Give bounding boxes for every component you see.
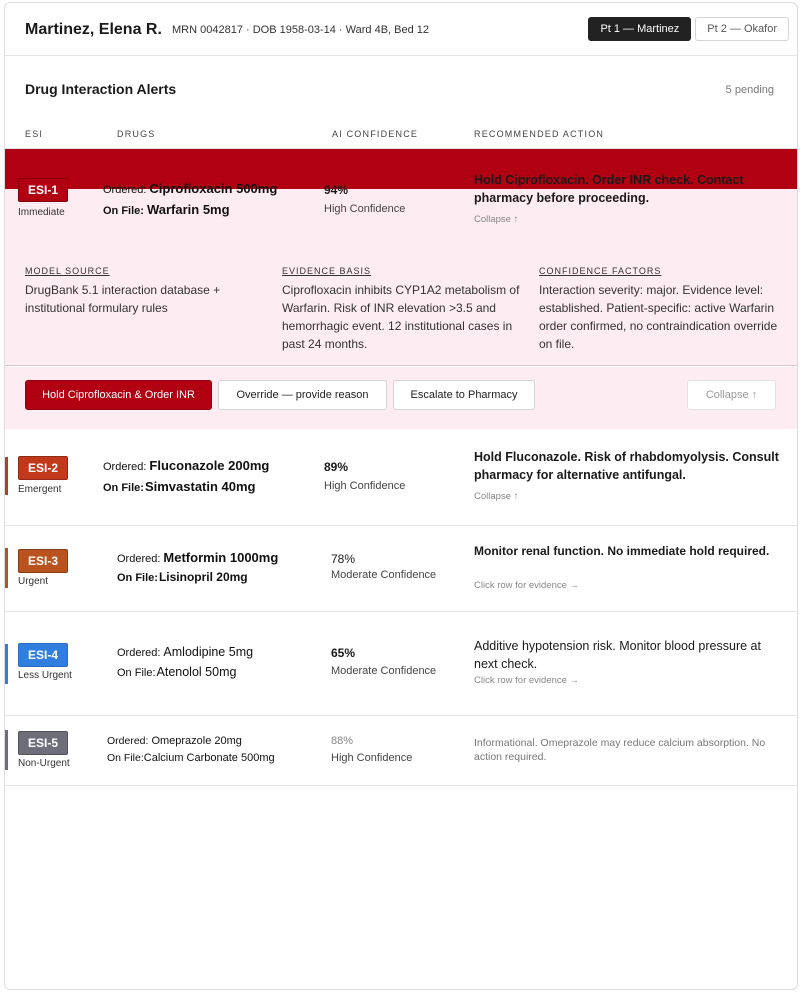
on-file-label: On File:: [103, 482, 144, 494]
on-file-label: On File:: [107, 752, 144, 764]
esi-level: Less Urgent: [18, 670, 72, 681]
confidence-label: Moderate Confidence: [331, 665, 437, 677]
confidence-percent: 89%: [324, 460, 349, 474]
esi-badge: ESI-4: [18, 643, 68, 667]
recommended-action: Hold Ciprofloxacin. Order INR check. Contact pharmacy before proceeding.: [474, 173, 744, 205]
ordered-drug: [103, 181, 277, 196]
ordered-label: Ordered:: [107, 735, 149, 747]
on-file-drug: [107, 752, 275, 764]
confidence-label: High Confidence: [331, 752, 413, 764]
confidence-label: High Confidence: [324, 480, 406, 492]
col-header-drugs: DRUGS: [117, 129, 156, 139]
on-file-drug-name: Simvastatin 40mg: [144, 479, 256, 494]
section-title: Drug Interaction Alerts: [25, 81, 177, 97]
esi-badge: ESI-1: [18, 178, 68, 202]
tab-patient-1[interactable]: Pt 1 — Martinez: [588, 17, 691, 41]
on-file-drug-name: Atenolol 50mg: [156, 665, 237, 679]
ordered-drug: [103, 458, 269, 473]
collapse-link[interactable]: Collapse ↑: [474, 214, 519, 225]
hold-order-button[interactable]: Hold Ciprofloxacin & Order INR: [25, 380, 212, 410]
col-header-esi: ESI: [25, 129, 44, 139]
on-file-label: On File:: [117, 572, 158, 584]
esi-level: Emergent: [18, 484, 62, 495]
on-file-drug-name: Calcium Carbonate 500mg: [143, 752, 275, 764]
app-frame: [4, 2, 798, 990]
confidence-percent: 94%: [324, 183, 349, 197]
esi-level: Immediate: [18, 207, 65, 218]
esi-badge: ESI-2: [18, 456, 68, 480]
ordered-label: Ordered:: [117, 647, 161, 659]
tab-patient-2[interactable]: Pt 2 — Okafor: [695, 17, 789, 41]
confidence-label: High Confidence: [324, 203, 406, 215]
confidence-factors-text: Interaction severity: major. Evidence level: established. Patient-specific: active Warfarin order confirmed, no contraindication override on file.: [539, 283, 778, 351]
patient-name: Martinez, Elena R.: [25, 21, 162, 38]
ordered-drug-name: Metformin 1000mg: [163, 550, 279, 565]
ordered-drug-name: Amlodipine 5mg: [163, 645, 254, 659]
severity-bar: [5, 457, 8, 495]
on-file-drug-name: Warfarin 5mg: [146, 202, 230, 217]
ordered-label: Ordered:: [103, 461, 147, 473]
confidence-percent: 65%: [331, 646, 356, 660]
recommended-action: Additive hypotension risk. Monitor blood pressure at next check.: [474, 639, 761, 671]
ordered-label: Ordered:: [117, 553, 161, 565]
confidence-percent: 78%: [331, 552, 356, 566]
escalate-button[interactable]: Escalate to Pharmacy: [393, 380, 535, 410]
confidence-factors-heading: CONFIDENCE FACTORS: [539, 266, 662, 276]
col-header-action: RECOMMENDED ACTION: [474, 129, 605, 139]
patient-meta: MRN 0042817 · DOB 1958-03-14 · Ward 4B, Bed 12: [172, 24, 430, 36]
confidence-label: Moderate Confidence: [331, 569, 437, 581]
col-header-confidence: AI CONFIDENCE: [332, 129, 419, 139]
ordered-drug-name: Omeprazole 20mg: [151, 735, 242, 747]
patient-header: [5, 3, 797, 56]
esi-level: Urgent: [18, 576, 49, 587]
ordered-drug: [107, 735, 242, 747]
severity-bar: [5, 548, 8, 588]
evidence-basis-heading: EVIDENCE BASIS: [282, 266, 372, 276]
pending-count: 5 pending: [725, 84, 774, 96]
evidence-source-text: DrugBank 5.1 interaction database + institutional formulary rules: [25, 283, 221, 315]
override-button[interactable]: Override — provide reason: [218, 380, 387, 410]
esi-level: Non-Urgent: [18, 758, 70, 769]
recommended-action: Hold Fluconazole. Risk of rhabdomyolysis. Consult pharmacy for alternative antifungal.: [474, 450, 779, 482]
evidence-basis-text: Ciprofloxacin inhibits CYP1A2 metabolism of Warfarin. Risk of INR elevation >3.5 and hemorrhagic event. 12 institutional cases in past 24 months.: [282, 283, 520, 351]
confidence-percent: 88%: [331, 735, 354, 747]
ordered-drug-name: Fluconazole 200mg: [149, 458, 270, 473]
severity-bar: [5, 730, 8, 770]
evidence-source-heading: MODEL SOURCE: [25, 266, 110, 276]
esi-badge: ESI-5: [18, 731, 68, 755]
on-file-drug: [117, 570, 248, 584]
severity-bar: [5, 644, 8, 684]
collapse-link[interactable]: Collapse ↑: [474, 491, 519, 502]
evidence-link[interactable]: Click row for evidence →: [474, 580, 580, 591]
ordered-drug: [117, 550, 278, 565]
on-file-drug: [117, 665, 236, 679]
on-file-label: On File:: [117, 667, 156, 679]
ordered-drug-name: Ciprofloxacin 500mg: [149, 181, 278, 196]
ordered-drug: [117, 645, 253, 659]
collapse-button[interactable]: Collapse ↑: [687, 380, 776, 410]
evidence-link[interactable]: Click row for evidence →: [474, 675, 580, 686]
action-bar: [5, 367, 797, 429]
on-file-label: On File:: [103, 205, 144, 217]
recommended-action: Monitor renal function. No immediate hold required.: [474, 544, 770, 558]
ordered-label: Ordered:: [103, 184, 147, 196]
patient-tabs: [588, 17, 789, 41]
esi-badge: ESI-3: [18, 549, 68, 573]
on-file-drug: [103, 479, 256, 494]
on-file-drug-name: Lisinopril 20mg: [158, 570, 248, 584]
on-file-drug: [103, 202, 230, 217]
recommended-action: Informational. Omeprazole may reduce calcium absorption. No action required.: [474, 737, 766, 763]
